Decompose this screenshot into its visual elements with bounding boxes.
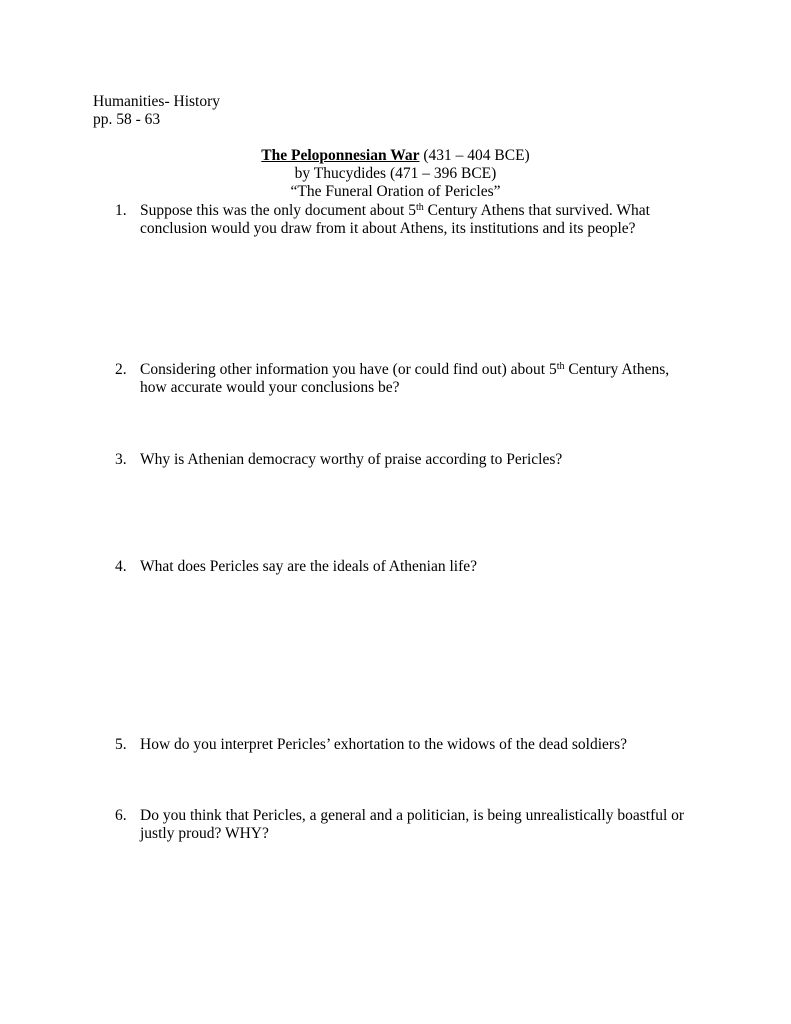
question-2 — [115, 361, 715, 397]
course-label: Humanities- History — [93, 93, 220, 110]
question-text-part: Century Athens that survived. What — [423, 202, 650, 219]
question-text — [140, 807, 715, 843]
question-5 — [115, 736, 715, 754]
question-number: 3. — [115, 451, 127, 468]
author-line: by Thucydides (471 – 396 BCE) — [294, 165, 497, 182]
question-text — [140, 202, 715, 238]
question-text — [140, 736, 715, 754]
page-range: pp. 58 - 63 — [93, 111, 161, 128]
question-text — [140, 361, 715, 397]
title-block — [0, 147, 791, 201]
question-number: 4. — [115, 558, 127, 575]
question-1 — [115, 202, 715, 238]
question-text-part: Considering other information you have (or could find out) about 5 — [140, 361, 557, 378]
question-3 — [115, 451, 715, 469]
question-line: Why is Athenian democracy worthy of praise according to Pericles? — [140, 451, 563, 468]
document-header — [93, 93, 220, 129]
question-line — [140, 202, 715, 220]
question-number: 1. — [115, 202, 127, 219]
title-line — [0, 147, 791, 165]
ordinal-suffix: th — [415, 202, 424, 213]
question-text-part: Suppose this was the only document about 5 — [140, 202, 416, 219]
ordinal-suffix: th — [556, 361, 565, 372]
work-dates: (431 – 404 BCE) — [419, 147, 530, 164]
question-line: How do you interpret Pericles’ exhortation to the widows of the dead soldiers? — [140, 736, 627, 753]
question-6 — [115, 807, 715, 843]
question-line: What does Pericles say are the ideals of Athenian life? — [140, 558, 477, 575]
question-line: justly proud? WHY? — [140, 825, 269, 842]
question-text — [140, 451, 715, 469]
question-number: 2. — [115, 361, 127, 378]
oration-subtitle: “The Funeral Oration of Pericles” — [290, 183, 501, 200]
question-line: how accurate would your conclusions be? — [140, 379, 400, 396]
question-line: conclusion would you draw from it about Athens, its institutions and its people? — [140, 220, 636, 237]
work-title: The Peloponnesian War — [261, 147, 420, 164]
question-number: 6. — [115, 807, 127, 824]
question-number: 5. — [115, 736, 127, 753]
question-line — [140, 361, 715, 379]
question-line: Do you think that Pericles, a general and a politician, is being unrealistically boastful or — [140, 807, 685, 824]
question-4 — [115, 558, 715, 576]
question-text-part: Century Athens, — [564, 361, 670, 378]
question-text — [140, 558, 715, 576]
